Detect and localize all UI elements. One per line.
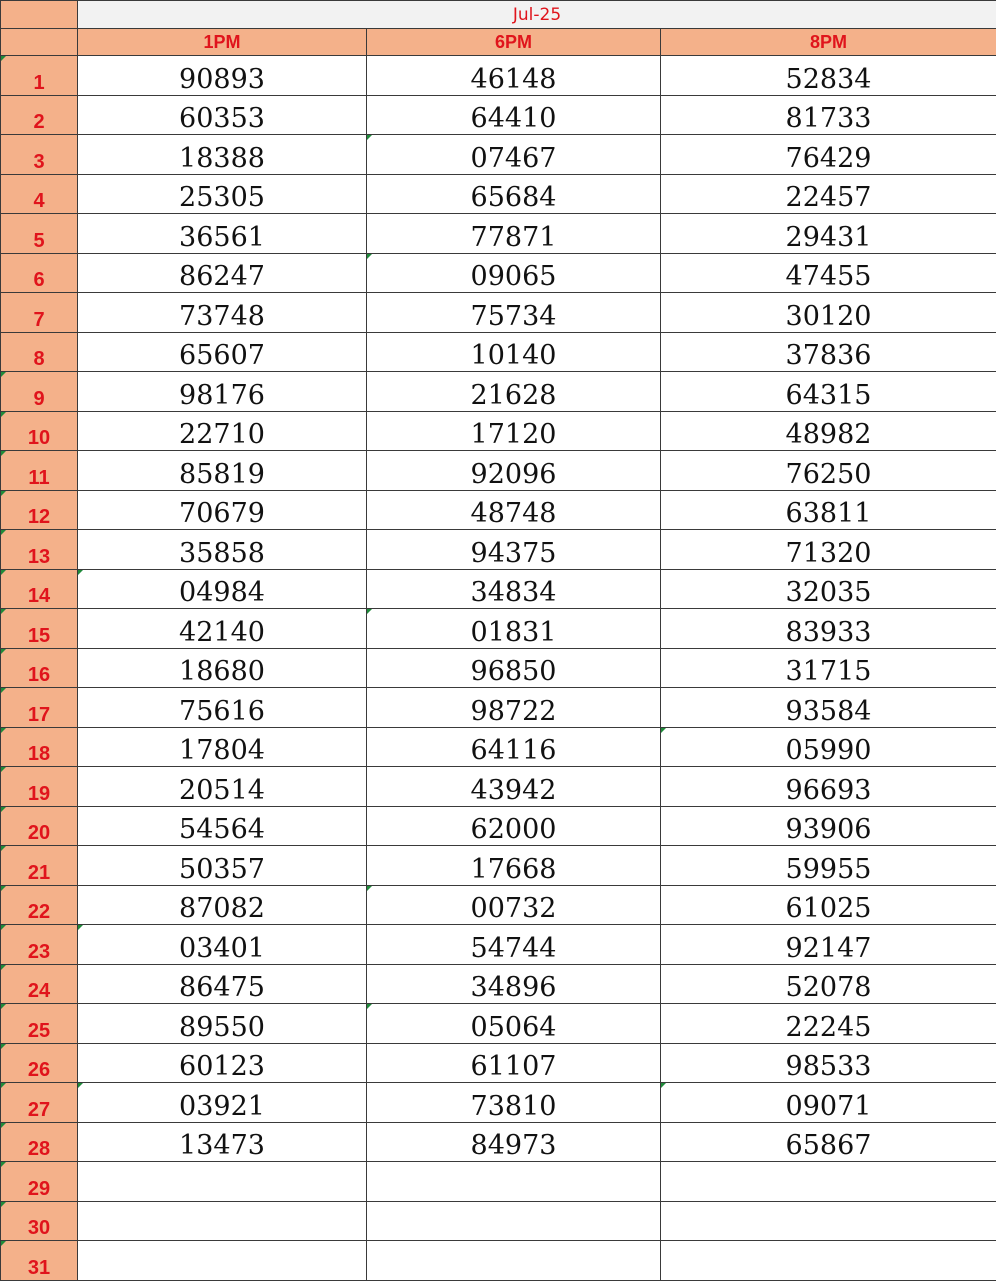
day-number-cell[interactable]: 27	[1, 1083, 78, 1123]
corner-cell[interactable]	[1, 29, 78, 56]
day-number-cell[interactable]: 7	[1, 293, 78, 333]
result-cell-8pm[interactable]: 98533	[661, 1043, 996, 1083]
day-number-cell[interactable]: 14	[1, 569, 78, 609]
result-cell-8pm[interactable]: 81733	[661, 95, 996, 135]
day-number-cell[interactable]: 5	[1, 214, 78, 254]
result-cell-6pm[interactable]: 48748	[367, 490, 661, 530]
result-cell-1pm[interactable]: 86247	[78, 253, 367, 293]
table-row	[1, 727, 996, 767]
day-number-cell[interactable]: 13	[1, 530, 78, 570]
result-cell-1pm[interactable]: 03401	[78, 925, 367, 965]
result-cell-6pm[interactable]: 73810	[367, 1083, 661, 1123]
table-row	[1, 925, 996, 965]
result-cell-8pm[interactable]: 92147	[661, 925, 996, 965]
result-cell-6pm[interactable]: 64116	[367, 727, 661, 767]
result-cell-8pm[interactable]: 93584	[661, 688, 996, 728]
result-cell-8pm[interactable]: 52078	[661, 964, 996, 1004]
day-number-cell[interactable]: 3	[1, 135, 78, 175]
day-number-cell[interactable]: 8	[1, 332, 78, 372]
result-cell-8pm[interactable]: 63811	[661, 490, 996, 530]
result-cell-6pm[interactable]: 09065	[367, 253, 661, 293]
result-cell-6pm[interactable]: 17668	[367, 846, 661, 886]
result-cell-6pm[interactable]: 34834	[367, 569, 661, 609]
result-cell-1pm[interactable]: 60123	[78, 1043, 367, 1083]
month-title[interactable]: Jul-25	[78, 1, 996, 29]
table-row	[1, 135, 996, 175]
result-cell-1pm[interactable]: 17804	[78, 727, 367, 767]
result-cell-8pm[interactable]: 47455	[661, 253, 996, 293]
result-cell-6pm[interactable]: 77871	[367, 214, 661, 254]
corner-cell[interactable]	[1, 1, 78, 29]
day-number-cell[interactable]: 31	[1, 1241, 78, 1281]
result-cell-1pm[interactable]: 85819	[78, 451, 367, 491]
table-row	[1, 253, 996, 293]
table-row	[1, 1241, 996, 1281]
day-number-cell[interactable]: 20	[1, 806, 78, 846]
result-cell-6pm[interactable]: 96850	[367, 648, 661, 688]
result-cell-8pm[interactable]	[661, 1162, 996, 1202]
result-cell-8pm[interactable]: 48982	[661, 411, 996, 451]
result-cell-1pm[interactable]: 04984	[78, 569, 367, 609]
result-cell-6pm[interactable]: 07467	[367, 135, 661, 175]
result-cell-6pm[interactable]: 75734	[367, 293, 661, 333]
result-cell-8pm[interactable]: 96693	[661, 767, 996, 807]
result-cell-6pm[interactable]: 05064	[367, 1004, 661, 1044]
result-cell-1pm[interactable]: 03921	[78, 1083, 367, 1123]
result-cell-1pm[interactable]: 42140	[78, 609, 367, 649]
table-row	[1, 688, 996, 728]
result-cell-1pm[interactable]: 60353	[78, 95, 367, 135]
table-row	[1, 1122, 996, 1162]
table-row	[1, 56, 996, 96]
result-cell-1pm[interactable]	[78, 1162, 367, 1202]
day-number-cell[interactable]: 18	[1, 727, 78, 767]
result-cell-8pm[interactable]: 76429	[661, 135, 996, 175]
table-row	[1, 411, 996, 451]
day-number-cell[interactable]: 4	[1, 174, 78, 214]
result-cell-1pm[interactable]: 65607	[78, 332, 367, 372]
result-cell-8pm[interactable]: 93906	[661, 806, 996, 846]
result-cell-1pm[interactable]: 25305	[78, 174, 367, 214]
result-cell-1pm[interactable]: 50357	[78, 846, 367, 886]
result-cell-6pm[interactable]: 21628	[367, 372, 661, 412]
result-cell-1pm[interactable]: 35858	[78, 530, 367, 570]
table-row	[1, 1083, 996, 1123]
result-cell-1pm[interactable]	[78, 1241, 367, 1281]
table-row	[1, 1162, 996, 1202]
table-row	[1, 885, 996, 925]
result-cell-1pm[interactable]: 89550	[78, 1004, 367, 1044]
result-cell-8pm[interactable]: 71320	[661, 530, 996, 570]
day-number-cell[interactable]: 23	[1, 925, 78, 965]
table-row	[1, 964, 996, 1004]
table-row	[1, 95, 996, 135]
table-row	[1, 332, 996, 372]
result-cell-8pm[interactable]: 83933	[661, 609, 996, 649]
result-cell-8pm[interactable]: 64315	[661, 372, 996, 412]
result-cell-8pm[interactable]: 05990	[661, 727, 996, 767]
result-cell-6pm[interactable]: 98722	[367, 688, 661, 728]
column-header-6pm[interactable]: 6PM	[367, 29, 661, 56]
result-cell-8pm[interactable]: 59955	[661, 846, 996, 886]
column-header-row	[1, 29, 996, 56]
result-cell-6pm[interactable]: 65684	[367, 174, 661, 214]
result-cell-1pm[interactable]: 36561	[78, 214, 367, 254]
result-cell-1pm[interactable]	[78, 1201, 367, 1241]
result-cell-6pm[interactable]: 17120	[367, 411, 661, 451]
result-cell-1pm[interactable]: 18388	[78, 135, 367, 175]
result-cell-1pm[interactable]: 54564	[78, 806, 367, 846]
table-row	[1, 530, 996, 570]
table-row	[1, 214, 996, 254]
day-number-cell[interactable]: 28	[1, 1122, 78, 1162]
result-cell-6pm[interactable]: 84973	[367, 1122, 661, 1162]
result-cell-1pm[interactable]: 86475	[78, 964, 367, 1004]
result-cell-8pm[interactable]: 37836	[661, 332, 996, 372]
result-cell-1pm[interactable]: 75616	[78, 688, 367, 728]
day-number-cell[interactable]: 17	[1, 688, 78, 728]
day-number-cell[interactable]: 6	[1, 253, 78, 293]
title-row	[1, 1, 996, 29]
result-cell-6pm[interactable]	[367, 1162, 661, 1202]
day-number-cell[interactable]: 1	[1, 56, 78, 96]
day-number-cell[interactable]: 12	[1, 490, 78, 530]
result-cell-6pm[interactable]: 62000	[367, 806, 661, 846]
table-row	[1, 767, 996, 807]
result-cell-8pm[interactable]: 52834	[661, 56, 996, 96]
result-cell-1pm[interactable]: 87082	[78, 885, 367, 925]
result-cell-6pm[interactable]: 54744	[367, 925, 661, 965]
day-number-cell[interactable]: 11	[1, 451, 78, 491]
table-row	[1, 846, 996, 886]
day-number-cell[interactable]: 16	[1, 648, 78, 688]
day-number-cell[interactable]: 26	[1, 1043, 78, 1083]
result-cell-8pm[interactable]: 31715	[661, 648, 996, 688]
result-cell-6pm[interactable]: 61107	[367, 1043, 661, 1083]
table-row	[1, 174, 996, 214]
table-row	[1, 1201, 996, 1241]
day-number-cell[interactable]: 15	[1, 609, 78, 649]
result-cell-6pm[interactable]: 46148	[367, 56, 661, 96]
result-cell-6pm[interactable]: 01831	[367, 609, 661, 649]
result-cell-6pm[interactable]: 34896	[367, 964, 661, 1004]
result-cell-8pm[interactable]	[661, 1201, 996, 1241]
table-row	[1, 609, 996, 649]
table-row	[1, 372, 996, 412]
table-row	[1, 569, 996, 609]
column-header-8pm[interactable]: 8PM	[661, 29, 996, 56]
result-cell-6pm[interactable]	[367, 1241, 661, 1281]
day-number-cell[interactable]: 2	[1, 95, 78, 135]
result-cell-6pm[interactable]: 00732	[367, 885, 661, 925]
day-number-cell[interactable]: 9	[1, 372, 78, 412]
column-header-1pm[interactable]: 1PM	[78, 29, 367, 56]
day-number-cell[interactable]: 29	[1, 1162, 78, 1202]
result-cell-8pm[interactable]: 32035	[661, 569, 996, 609]
day-number-cell[interactable]: 21	[1, 846, 78, 886]
result-cell-6pm[interactable]	[367, 1201, 661, 1241]
result-cell-8pm[interactable]: 65867	[661, 1122, 996, 1162]
result-cell-6pm[interactable]: 92096	[367, 451, 661, 491]
day-number-cell[interactable]: 30	[1, 1201, 78, 1241]
day-number-cell[interactable]: 10	[1, 411, 78, 451]
day-number-cell[interactable]: 25	[1, 1004, 78, 1044]
result-cell-8pm[interactable]: 30120	[661, 293, 996, 333]
result-cell-8pm[interactable]: 76250	[661, 451, 996, 491]
table-row	[1, 490, 996, 530]
result-cell-6pm[interactable]: 94375	[367, 530, 661, 570]
table-row	[1, 451, 996, 491]
result-cell-8pm[interactable]: 22457	[661, 174, 996, 214]
result-cell-8pm[interactable]	[661, 1241, 996, 1281]
result-cell-6pm[interactable]: 64410	[367, 95, 661, 135]
result-cell-8pm[interactable]: 61025	[661, 885, 996, 925]
day-number-cell[interactable]: 22	[1, 885, 78, 925]
result-cell-6pm[interactable]: 43942	[367, 767, 661, 807]
result-cell-8pm[interactable]: 22245	[661, 1004, 996, 1044]
table-row	[1, 293, 996, 333]
result-cell-1pm[interactable]: 73748	[78, 293, 367, 333]
result-cell-6pm[interactable]: 10140	[367, 332, 661, 372]
day-number-cell[interactable]: 19	[1, 767, 78, 807]
result-cell-1pm[interactable]: 98176	[78, 372, 367, 412]
result-cell-8pm[interactable]: 29431	[661, 214, 996, 254]
result-cell-1pm[interactable]: 20514	[78, 767, 367, 807]
result-cell-1pm[interactable]: 90893	[78, 56, 367, 96]
result-cell-1pm[interactable]: 18680	[78, 648, 367, 688]
table-row	[1, 648, 996, 688]
result-cell-8pm[interactable]: 09071	[661, 1083, 996, 1123]
result-cell-1pm[interactable]: 13473	[78, 1122, 367, 1162]
table-row	[1, 1004, 996, 1044]
result-cell-1pm[interactable]: 22710	[78, 411, 367, 451]
table-row	[1, 806, 996, 846]
result-cell-1pm[interactable]: 70679	[78, 490, 367, 530]
table-row	[1, 1043, 996, 1083]
day-number-cell[interactable]: 24	[1, 964, 78, 1004]
